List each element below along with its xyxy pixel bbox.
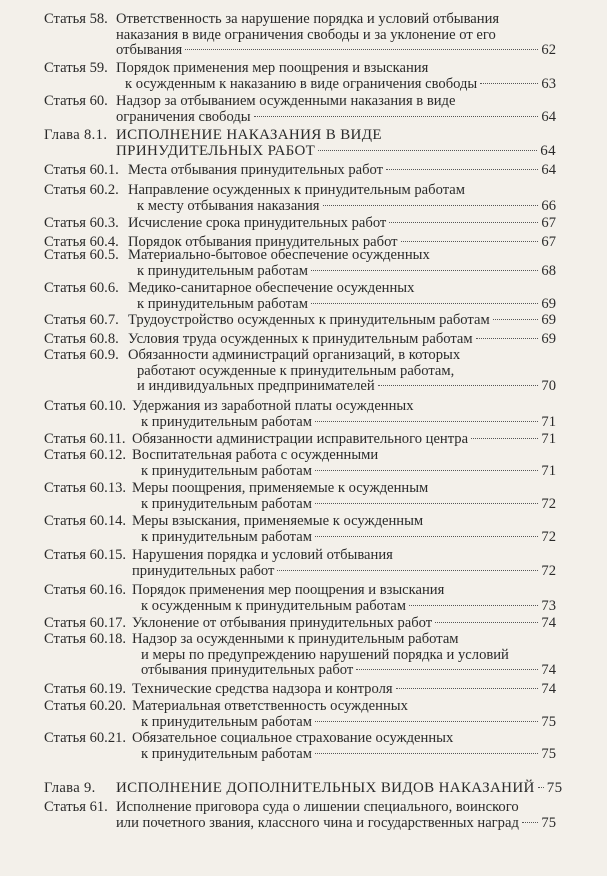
toc-entry-label: Статья 60.12. — [44, 447, 127, 463]
toc-entry-label: Статья 60.4. — [44, 234, 119, 250]
toc-entry-title — [128, 313, 556, 329]
toc-entry-label: Статья 58. — [44, 11, 108, 27]
dot-leader — [396, 688, 539, 689]
toc-line-text: Надзор за отбыванием осужденными наказания в виде — [116, 93, 456, 109]
toc-entry-label: Статья 59. — [44, 60, 108, 76]
toc-entry-title — [116, 94, 556, 125]
toc-line-text: к месту отбывания наказания — [137, 197, 320, 214]
toc-entry-line — [132, 548, 556, 564]
toc-entry-line — [116, 800, 556, 816]
toc-entry-label: Статья 60.2. — [44, 182, 119, 198]
toc-entry-line — [128, 313, 556, 329]
toc-entry-line — [132, 648, 556, 664]
toc-line-text: Ответственность за нарушение порядка и условий отбывания — [116, 11, 500, 27]
toc-entry-title — [128, 281, 556, 312]
toc-line-text: Обязанности администрации исправительного центра — [132, 431, 469, 447]
toc-entry-title — [128, 332, 556, 348]
toc-line-text: Технические средства надзора и контроля — [132, 681, 393, 697]
toc-page-number: 64 — [541, 108, 556, 125]
toc-line-text: наказания в виде ограничения свободы и за уклонение от его — [116, 26, 496, 43]
toc-page-number: 72 — [541, 528, 556, 545]
toc-page-number: 70 — [541, 378, 556, 395]
toc-page-number: 67 — [541, 215, 556, 231]
dot-leader — [435, 622, 538, 623]
toc-line-text: к принудительным работам — [141, 745, 312, 762]
toc-line-text: к осужденным к наказанию в виде ограничения свободы — [125, 75, 478, 92]
dot-leader — [323, 205, 539, 206]
toc-page-number: 75 — [541, 713, 556, 730]
toc-entry-line — [132, 632, 556, 648]
dot-leader — [315, 721, 538, 722]
toc-line-text: работают осужденные к принудительным работам, — [137, 362, 455, 379]
toc-entry-line — [132, 616, 556, 632]
toc-entry-label: Глава 9. — [44, 780, 96, 796]
toc-entry-title — [128, 183, 556, 214]
toc-line-text: Порядок применения мер поощрения и взыскания — [132, 582, 445, 598]
toc-entry-line — [128, 264, 556, 280]
toc-entry-label: Статья 60.9. — [44, 347, 119, 363]
dot-leader — [471, 438, 538, 439]
dot-leader — [386, 169, 538, 170]
toc-entry-line — [132, 464, 556, 480]
toc-line-text: к принудительным работам — [141, 462, 312, 479]
toc-line-text: отбывания — [116, 42, 183, 59]
toc-line-text: к принудительным работам — [137, 262, 308, 279]
dot-leader — [311, 303, 538, 304]
dot-leader — [538, 787, 544, 788]
toc-entry-line — [132, 583, 556, 599]
toc-entry-line — [116, 77, 556, 93]
dot-leader — [389, 222, 538, 223]
toc-page-number: 63 — [541, 75, 556, 92]
toc-page-number: 73 — [541, 597, 556, 614]
toc-entry-label: Статья 60.17. — [44, 615, 127, 631]
toc-entry-title — [132, 432, 556, 448]
toc-entry-title — [132, 548, 556, 579]
toc-entry-line — [116, 28, 556, 44]
dot-leader — [277, 570, 538, 571]
toc-entry-label: Статья 60.15. — [44, 547, 127, 563]
toc-entry-line — [132, 682, 556, 698]
toc-line-text: к принудительным работам — [141, 495, 312, 512]
toc-entry-label: Статья 60.16. — [44, 582, 127, 598]
toc-entry-label: Статья 60. — [44, 93, 108, 109]
toc-page-number: 66 — [541, 197, 556, 214]
toc-entry-line — [132, 497, 556, 513]
toc-page-number: 75 — [541, 814, 556, 831]
dot-leader — [315, 421, 538, 422]
toc-line-text: Меры поощрения, применяемые к осужденным — [132, 480, 429, 496]
toc-entry-label: Глава 8.1. — [44, 127, 108, 143]
toc-line-text: ИСПОЛНЕНИЕ ДОПОЛНИТЕЛЬНЫХ ВИДОВ НАКАЗАНИЙ — [116, 780, 535, 796]
toc-line-text: Уклонение от отбывания принудительных работ — [132, 615, 433, 631]
toc-entry-line — [128, 281, 556, 297]
toc-page-number: 72 — [541, 495, 556, 512]
dot-leader — [315, 536, 538, 537]
toc-entry-line — [128, 183, 556, 199]
toc-entry-line — [128, 348, 556, 364]
toc-entry-title — [132, 699, 556, 730]
toc-line-text: Исчисление срока принудительных работ — [128, 215, 387, 231]
toc-entry-title — [132, 583, 556, 614]
toc-entry-line — [128, 199, 556, 215]
dot-leader — [409, 605, 538, 606]
toc-line-text: Порядок отбывания принудительных работ — [128, 234, 398, 250]
toc-line-text: Исполнение приговора суда о лишении специального, воинского — [116, 799, 519, 815]
toc-line-text: Материально-бытовое обеспечение осужденных — [128, 247, 430, 263]
dot-leader — [480, 83, 538, 84]
toc-page-number: 74 — [541, 662, 556, 679]
toc-entry-line — [132, 530, 556, 546]
toc-entry-line — [128, 163, 556, 179]
toc-entry-label: Статья 60.18. — [44, 631, 127, 647]
toc-line-text: к принудительным работам — [141, 713, 312, 730]
toc-line-text: или почетного звания, классного чина и государственных наград — [116, 814, 519, 831]
dot-leader — [315, 753, 538, 754]
toc-entry-line — [128, 379, 556, 395]
toc-line-text: Условия труда осужденных к принудительным работам — [128, 331, 473, 347]
toc-page-number: 74 — [541, 615, 556, 631]
toc-line-text: и меры по предупреждению нарушений порядка и условий — [141, 646, 509, 663]
toc-line-text: ИСПОЛНЕНИЕ НАКАЗАНИЯ В ВИДЕ — [116, 127, 382, 143]
toc-page-number: 71 — [541, 413, 556, 430]
toc-line-text: к осужденным к принудительным работам — [141, 597, 407, 614]
toc-entry-line — [132, 415, 556, 431]
toc-page-number: 68 — [541, 262, 556, 279]
toc-entry-line — [128, 332, 556, 348]
toc-entry-line — [116, 128, 556, 144]
toc-entry-title — [132, 399, 556, 430]
toc-entry-line — [116, 816, 556, 832]
toc-page-number: 69 — [541, 331, 556, 347]
toc-line-text: Нарушения порядка и условий отбывания — [132, 547, 393, 563]
toc-entry-title — [128, 248, 556, 279]
toc-page-number: 72 — [541, 562, 556, 579]
toc-entry-line — [132, 514, 556, 530]
toc-line-text: Материальная ответственность осужденных — [132, 698, 408, 714]
toc-entry-line — [116, 144, 556, 160]
toc-entry-title — [132, 514, 556, 545]
toc-entry-title — [116, 12, 556, 59]
toc-page-number: 74 — [541, 681, 556, 697]
toc-page-number: 64 — [541, 162, 556, 178]
toc-entry-line — [132, 399, 556, 415]
toc-entry-label: Статья 60.10. — [44, 398, 127, 414]
toc-entry-line — [132, 432, 556, 448]
toc-entry-title — [116, 128, 556, 159]
toc-entry-line — [116, 61, 556, 77]
toc-entry-line — [116, 43, 556, 59]
toc-line-text: Обязательное социальное страхование осужденных — [132, 730, 454, 746]
toc-entry-label: Статья 60.1. — [44, 162, 119, 178]
toc-line-text: к принудительным работам — [141, 528, 312, 545]
toc-entry-line — [132, 448, 556, 464]
toc-entry-line — [116, 780, 563, 797]
toc-page-number: 71 — [541, 431, 556, 447]
toc-entry-line — [132, 663, 556, 679]
dot-leader — [315, 503, 538, 504]
toc-entry-line — [116, 12, 556, 28]
toc-entry-label: Статья 60.7. — [44, 312, 119, 328]
toc-entry-title — [132, 448, 556, 479]
toc-entry-title — [132, 632, 556, 679]
toc-line-text: Удержания из заработной платы осужденных — [132, 398, 414, 414]
toc-entry-line — [132, 599, 556, 615]
toc-line-text: Обязанности администраций организаций, в которых — [128, 347, 461, 363]
toc-entry-line — [132, 699, 556, 715]
toc-page-number: 69 — [541, 295, 556, 312]
toc-entry-label: Статья 60.5. — [44, 247, 119, 263]
toc-entry-label: Статья 61. — [44, 799, 108, 815]
toc-line-text: ПРИНУДИТЕЛЬНЫХ РАБОТ — [116, 142, 316, 159]
dot-leader — [522, 822, 539, 823]
toc-page-number: 64 — [540, 142, 556, 159]
toc-entry-line — [128, 364, 556, 380]
dot-leader — [315, 470, 538, 471]
toc-line-text: Воспитательная работа с осужденными — [132, 447, 379, 463]
toc-entry-title — [132, 616, 556, 632]
toc-entry-line — [116, 110, 556, 126]
toc-page-number: 75 — [541, 745, 556, 762]
toc-entry-label: Статья 60.6. — [44, 280, 119, 296]
toc-line-text: к принудительным работам — [141, 413, 312, 430]
toc-entry-line — [128, 248, 556, 264]
toc-page-number: 62 — [541, 42, 556, 59]
dot-leader — [378, 385, 539, 386]
toc-entry-title — [128, 163, 556, 179]
toc-entry-line — [132, 747, 556, 763]
toc-entry-line — [128, 297, 556, 313]
toc-line-text: и индивидуальных предпринимателей — [137, 378, 375, 395]
toc-entry-line — [132, 481, 556, 497]
toc-entry-title — [128, 348, 556, 395]
toc-entry-line — [128, 216, 556, 232]
toc-line-text: Меры взыскания, применяемые к осужденным — [132, 513, 424, 529]
toc-entry-label: Статья 60.8. — [44, 331, 119, 347]
toc-entry-label: Статья 60.13. — [44, 480, 127, 496]
toc-entry-label: Статья 60.11. — [44, 431, 126, 447]
toc-entry-line — [132, 731, 556, 747]
toc-line-text: ограничения свободы — [116, 108, 251, 125]
toc-entry-line — [116, 94, 556, 110]
dot-leader — [356, 669, 538, 670]
dot-leader — [254, 116, 539, 117]
toc-line-text: Трудоустройство осужденных к принудительным работам — [128, 312, 490, 328]
toc-entry-label: Статья 60.21. — [44, 730, 127, 746]
dot-leader — [476, 338, 539, 339]
toc-line-text: отбывания принудительных работ — [141, 662, 354, 679]
toc-line-text: Направление осужденных к принудительным работам — [128, 182, 465, 198]
toc-line-text: Места отбывания принудительных работ — [128, 162, 384, 178]
toc-page-number: 67 — [541, 234, 556, 250]
toc-entry-title — [128, 216, 556, 232]
toc-entry-title — [132, 731, 556, 762]
dot-leader — [311, 270, 538, 271]
toc-entry-title — [132, 682, 556, 698]
dot-leader — [185, 49, 538, 50]
toc-entry-title — [116, 800, 556, 831]
toc-line-text: Надзор за осужденными к принудительным работам — [132, 631, 459, 647]
dot-leader — [493, 319, 539, 320]
toc-line-text: к принудительным работам — [137, 295, 308, 312]
toc-page-number: 75 — [546, 780, 563, 796]
dot-leader — [318, 150, 537, 151]
toc-line-text: Порядок применения мер поощрения и взыскания — [116, 60, 429, 76]
toc-entry-label: Статья 60.20. — [44, 698, 127, 714]
toc-entry-label: Статья 60.3. — [44, 215, 119, 231]
toc-entry-title — [116, 61, 556, 92]
toc-entry-line — [132, 715, 556, 731]
toc-page-number: 69 — [541, 312, 556, 328]
toc-entry-label: Статья 60.19. — [44, 681, 127, 697]
toc-entry-title — [132, 481, 556, 512]
toc-entry-label: Статья 60.14. — [44, 513, 127, 529]
dot-leader — [401, 241, 539, 242]
toc-line-text: Медико-санитарное обеспечение осужденных — [128, 280, 415, 296]
toc-entry-line — [132, 564, 556, 580]
toc-page-number: 71 — [541, 462, 556, 479]
toc-line-text: принудительных работ — [132, 562, 275, 579]
toc-entry-title — [116, 780, 563, 797]
